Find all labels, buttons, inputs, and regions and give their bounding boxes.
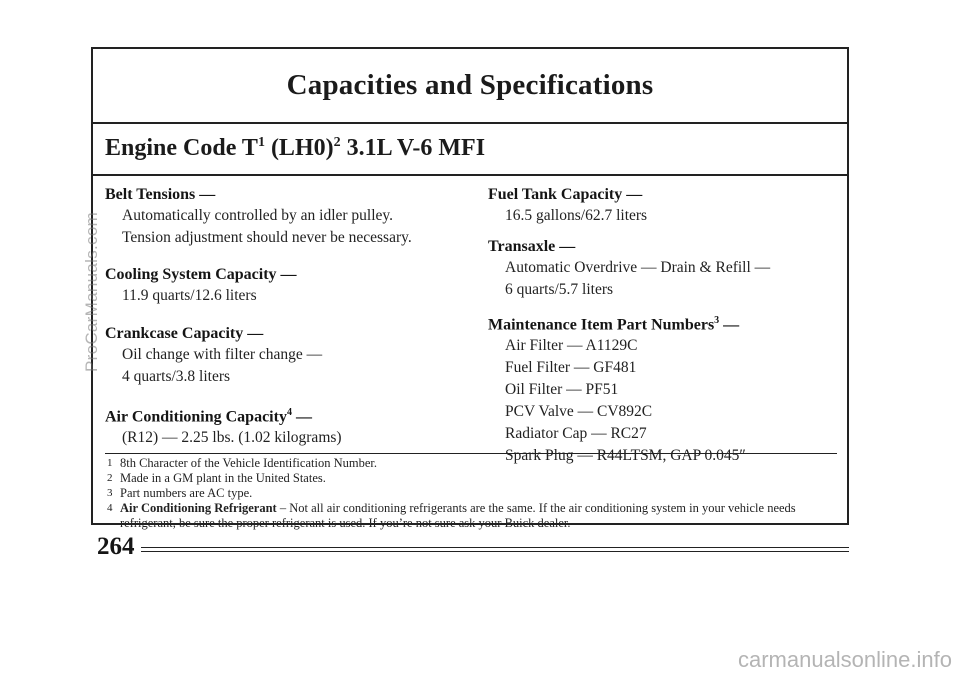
cooling-capacity-block xyxy=(105,264,485,307)
engine-middle: (LH0) xyxy=(264,134,334,161)
part-number-line: Fuel Filter — GF481 xyxy=(505,359,637,377)
footnote-number: 2 xyxy=(107,472,113,484)
engine-footnote-ref-1: 1 xyxy=(257,134,265,150)
fuel-tank-heading: Fuel Tank Capacity — xyxy=(488,186,643,203)
belt-tensions-heading: Belt Tensions — xyxy=(105,186,216,203)
footnote-number: 4 xyxy=(107,502,113,514)
part-numbers-block xyxy=(488,310,848,467)
footnote-number: 3 xyxy=(107,487,113,499)
part-numbers-heading-text: Maintenance Item Part Numbers xyxy=(488,316,715,334)
crankcase-capacity-block xyxy=(105,323,485,388)
ac-capacity-line: (R12) — 2.25 lbs. (1.02 kilograms) xyxy=(122,429,342,447)
ac-capacity-heading-text: Air Conditioning Capacity xyxy=(105,408,287,426)
footnote xyxy=(107,456,837,471)
part-number-line: Radiator Cap — RC27 xyxy=(505,425,647,443)
side-watermark: ProCarManuals.com xyxy=(82,211,101,372)
footnote-divider xyxy=(105,453,837,454)
page-title: Capacities and Specifications xyxy=(286,69,654,101)
fuel-tank-line: 16.5 gallons/62.7 liters xyxy=(505,207,648,224)
engine-prefix: Engine Code T xyxy=(105,134,258,161)
crankcase-capacity-line: 4 quarts/3.8 liters xyxy=(122,368,231,385)
footnote xyxy=(107,501,837,531)
footnote-bold-term: Air Conditioning Refrigerant xyxy=(120,501,277,515)
transaxle-heading: Transaxle — xyxy=(488,238,576,255)
footnote-text: Part numbers are AC type. xyxy=(120,486,253,500)
fuel-tank-block xyxy=(488,184,848,227)
footnote xyxy=(107,471,837,486)
engine-band xyxy=(93,122,847,176)
title-band xyxy=(93,49,847,124)
ac-capacity-heading-tail: — xyxy=(291,408,312,426)
crankcase-capacity-line: Oil change with filter change — xyxy=(122,346,323,363)
part-numbers-heading-tail: — xyxy=(719,316,740,334)
transaxle-block xyxy=(488,236,848,301)
belt-tensions-block xyxy=(105,184,485,249)
transaxle-line: 6 quarts/5.7 liters xyxy=(505,281,614,298)
footnote-text xyxy=(120,501,837,531)
cooling-capacity-line: 11.9 quarts/12.6 liters xyxy=(122,287,257,304)
ac-capacity-heading xyxy=(105,402,485,427)
page-bottom-rule xyxy=(141,547,849,552)
bottom-watermark: carmanualsonline.info xyxy=(737,647,952,672)
ac-footnote-ref: 4 xyxy=(286,407,292,418)
footnote-number: 1 xyxy=(107,457,113,469)
belt-tensions-line: Automatically controlled by an idler pulley. xyxy=(122,207,394,224)
right-column xyxy=(488,177,848,467)
crankcase-capacity-heading: Crankcase Capacity — xyxy=(105,325,264,342)
part-number-line: Air Filter — A1129C xyxy=(505,337,638,355)
transaxle-line: Automatic Overdrive — Drain & Refill — xyxy=(505,259,771,276)
part-number-line: PCV Valve — CV892C xyxy=(505,403,653,421)
page-number: 264 xyxy=(97,533,135,560)
part-number-line: Spark Plug — R44LTSM, GAP 0.045″ xyxy=(505,447,746,465)
parts-footnote-ref: 3 xyxy=(714,315,720,326)
engine-code-heading xyxy=(105,135,485,162)
footnote xyxy=(107,486,837,501)
footnote-body: – Not all air conditioning refrigerants are the same. If the air conditioning system in your vehicle needs refrigerant, be sure the proper refrigerant is used. If you’re not sure ask your Buick dealer. xyxy=(120,501,796,530)
part-numbers-heading xyxy=(488,310,848,335)
engine-suffix: 3.1L V-6 MFI xyxy=(340,134,486,161)
belt-tensions-line: Tension adjustment should never be necessary. xyxy=(122,229,412,246)
footnotes xyxy=(107,456,837,531)
footnote-text: 8th Character of the Vehicle Identification Number. xyxy=(120,456,377,470)
part-number-line: Oil Filter — PF51 xyxy=(505,381,619,399)
engine-footnote-ref-2: 2 xyxy=(333,134,341,150)
ac-capacity-block xyxy=(105,402,485,449)
footnote-text: Made in a GM plant in the United States. xyxy=(120,471,326,485)
cooling-capacity-heading: Cooling System Capacity — xyxy=(105,266,297,283)
left-column xyxy=(105,177,485,449)
specifications-panel xyxy=(91,47,849,530)
